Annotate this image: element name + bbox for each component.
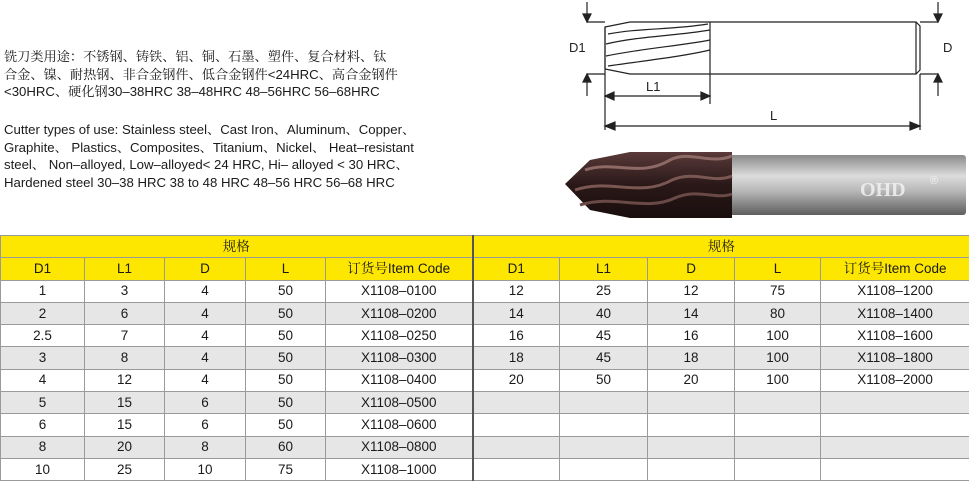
col-header-l: L: [246, 258, 326, 280]
col-header-item-code: 订货号Item Code: [326, 258, 473, 280]
desc-cn-line: 合金、镍、耐热钢、非合金钢件、低合金钢件<24HRC、高合金钢件: [4, 66, 398, 82]
cell-l: 50: [246, 392, 326, 414]
desc-en-line: steel、 Non–alloyed, Low–alloyed< 24 HRC, Hi– alloyed < 30 HRC、: [4, 157, 409, 172]
cell-item-code: [821, 436, 969, 458]
col-header-item-code: 订货号Item Code: [821, 258, 969, 280]
cell-d1: 4: [1, 369, 85, 391]
desc-cn-line: <30HRC、硬化钢30–38HRC 38–48HRC 48–56HRC 56–68HRC: [4, 84, 380, 99]
group-header-row: [1, 236, 969, 258]
registered-mark: ®: [930, 175, 939, 187]
table-row: [1, 325, 969, 347]
col-header-d1: D1: [1, 258, 85, 280]
cell-l: 75: [246, 458, 326, 480]
cell-d: 4: [165, 302, 246, 324]
desc-en-line: Cutter types of use: Stainless steel、Cast Iron、Aluminum、Copper、: [4, 122, 416, 137]
label-d: D: [943, 40, 953, 55]
cell-d1: [473, 458, 560, 480]
cell-item-code: X1108–0200: [326, 302, 473, 324]
cell-d: 6: [165, 392, 246, 414]
col-header-d: D: [648, 258, 735, 280]
cell-item-code: X1108–0400: [326, 369, 473, 391]
cell-d1: 2.5: [1, 325, 85, 347]
cell-d1: 10: [1, 458, 85, 480]
cell-l: 50: [246, 347, 326, 369]
cell-item-code: [821, 414, 969, 436]
cell-item-code: X1108–2000: [821, 369, 969, 391]
cell-l: 75: [735, 280, 821, 302]
cell-d1: 8: [1, 436, 85, 458]
cell-item-code: [821, 392, 969, 414]
cell-l1: 40: [560, 302, 648, 324]
cell-l: 50: [246, 369, 326, 391]
cell-item-code: X1108–1400: [821, 302, 969, 324]
cell-d1: 6: [1, 414, 85, 436]
cell-d: 16: [648, 325, 735, 347]
table-row: [1, 302, 969, 324]
cell-d1: 18: [473, 347, 560, 369]
cell-d1: 12: [473, 280, 560, 302]
spec-table: [0, 235, 969, 481]
cell-item-code: X1108–0800: [326, 436, 473, 458]
cell-d: 8: [165, 436, 246, 458]
table-row: [1, 369, 969, 391]
table-row: [1, 280, 969, 302]
col-header-l: L: [735, 258, 821, 280]
cell-d: 4: [165, 347, 246, 369]
cell-l: 100: [735, 347, 821, 369]
cell-d: 6: [165, 414, 246, 436]
cell-l: [735, 436, 821, 458]
label-l: L: [770, 108, 778, 123]
cell-item-code: X1108–0600: [326, 414, 473, 436]
cell-l1: 45: [560, 325, 648, 347]
cell-d: [648, 458, 735, 480]
cell-d: 4: [165, 280, 246, 302]
desc-en-line: Graphite、 Plastics、Composites、Titanium、Nickel、 Heat–resistant: [4, 139, 414, 155]
cell-l: [735, 414, 821, 436]
cell-l: 100: [735, 369, 821, 391]
table-row: [1, 458, 969, 480]
cell-l1: [560, 436, 648, 458]
cell-d1: 20: [473, 369, 560, 391]
cell-l1: 12: [85, 369, 165, 391]
cell-l1: 15: [85, 392, 165, 414]
cell-d1: 1: [1, 280, 85, 302]
end-mill-diagram: [560, 0, 969, 230]
col-header-l1: L1: [85, 258, 165, 280]
cell-l: 50: [246, 325, 326, 347]
cell-l1: 50: [560, 369, 648, 391]
description-chinese: [4, 48, 504, 101]
cell-d: [648, 436, 735, 458]
cell-d: [648, 392, 735, 414]
cell-l1: 20: [85, 436, 165, 458]
table-row: [1, 392, 969, 414]
cell-item-code: [821, 458, 969, 480]
cell-l1: [560, 458, 648, 480]
cell-d1: [473, 436, 560, 458]
cell-item-code: X1108–0250: [326, 325, 473, 347]
cell-d1: [473, 414, 560, 436]
cell-d1: 3: [1, 347, 85, 369]
brand-logo: OHD: [860, 179, 906, 201]
description-english: [4, 121, 504, 191]
cell-d: [648, 414, 735, 436]
cell-item-code: X1108–1000: [326, 458, 473, 480]
cell-l1: 45: [560, 347, 648, 369]
cell-l1: 3: [85, 280, 165, 302]
cell-l1: 25: [85, 458, 165, 480]
table-row: [1, 414, 969, 436]
cell-l1: [560, 414, 648, 436]
label-d1: D1: [569, 40, 586, 55]
cell-l: 100: [735, 325, 821, 347]
end-mill-photo: [565, 152, 966, 218]
desc-en-line: Hardened steel 30–38 HRC 38 to 48 HRC 48–56 HRC 56–68 HRC: [4, 174, 395, 190]
cell-l: [735, 392, 821, 414]
cell-d: 4: [165, 325, 246, 347]
cell-l1: 25: [560, 280, 648, 302]
cell-l: 50: [246, 414, 326, 436]
cell-l1: 6: [85, 302, 165, 324]
col-header-d: D: [165, 258, 246, 280]
cell-item-code: X1108–1800: [821, 347, 969, 369]
cell-l1: 8: [85, 347, 165, 369]
cell-d: 18: [648, 347, 735, 369]
column-header-row: [1, 258, 969, 280]
cell-d: 20: [648, 369, 735, 391]
table-row: [1, 347, 969, 369]
cell-item-code: X1108–0300: [326, 347, 473, 369]
col-header-d1: D1: [473, 258, 560, 280]
cell-l1: 7: [85, 325, 165, 347]
cell-l: 80: [735, 302, 821, 324]
cell-d1: 16: [473, 325, 560, 347]
cell-d1: [473, 392, 560, 414]
cell-item-code: X1108–1200: [821, 280, 969, 302]
cell-l1: 15: [85, 414, 165, 436]
cell-d: 4: [165, 369, 246, 391]
group-title-right: 规格: [473, 236, 969, 258]
col-header-l1: L1: [560, 258, 648, 280]
cell-d: 12: [648, 280, 735, 302]
cell-d1: 5: [1, 392, 85, 414]
cell-item-code: X1108–1600: [821, 325, 969, 347]
cell-l: 50: [246, 280, 326, 302]
cell-d: 14: [648, 302, 735, 324]
cell-l1: [560, 392, 648, 414]
cell-l: 60: [246, 436, 326, 458]
cell-l: 50: [246, 302, 326, 324]
cell-d: 10: [165, 458, 246, 480]
cell-l: [735, 458, 821, 480]
table-row: [1, 436, 969, 458]
cell-item-code: X1108–0100: [326, 280, 473, 302]
line-drawing: [583, 2, 942, 130]
group-title-left: 规格: [1, 236, 473, 258]
label-l1: L1: [646, 79, 661, 94]
desc-cn-line: 铣刀类用途：不锈钢、铸铁、铝、铜、石墨、塑件、复合材料、钛: [4, 49, 387, 64]
cell-d1: 14: [473, 302, 560, 324]
cell-item-code: X1108–0500: [326, 392, 473, 414]
cell-d1: 2: [1, 302, 85, 324]
